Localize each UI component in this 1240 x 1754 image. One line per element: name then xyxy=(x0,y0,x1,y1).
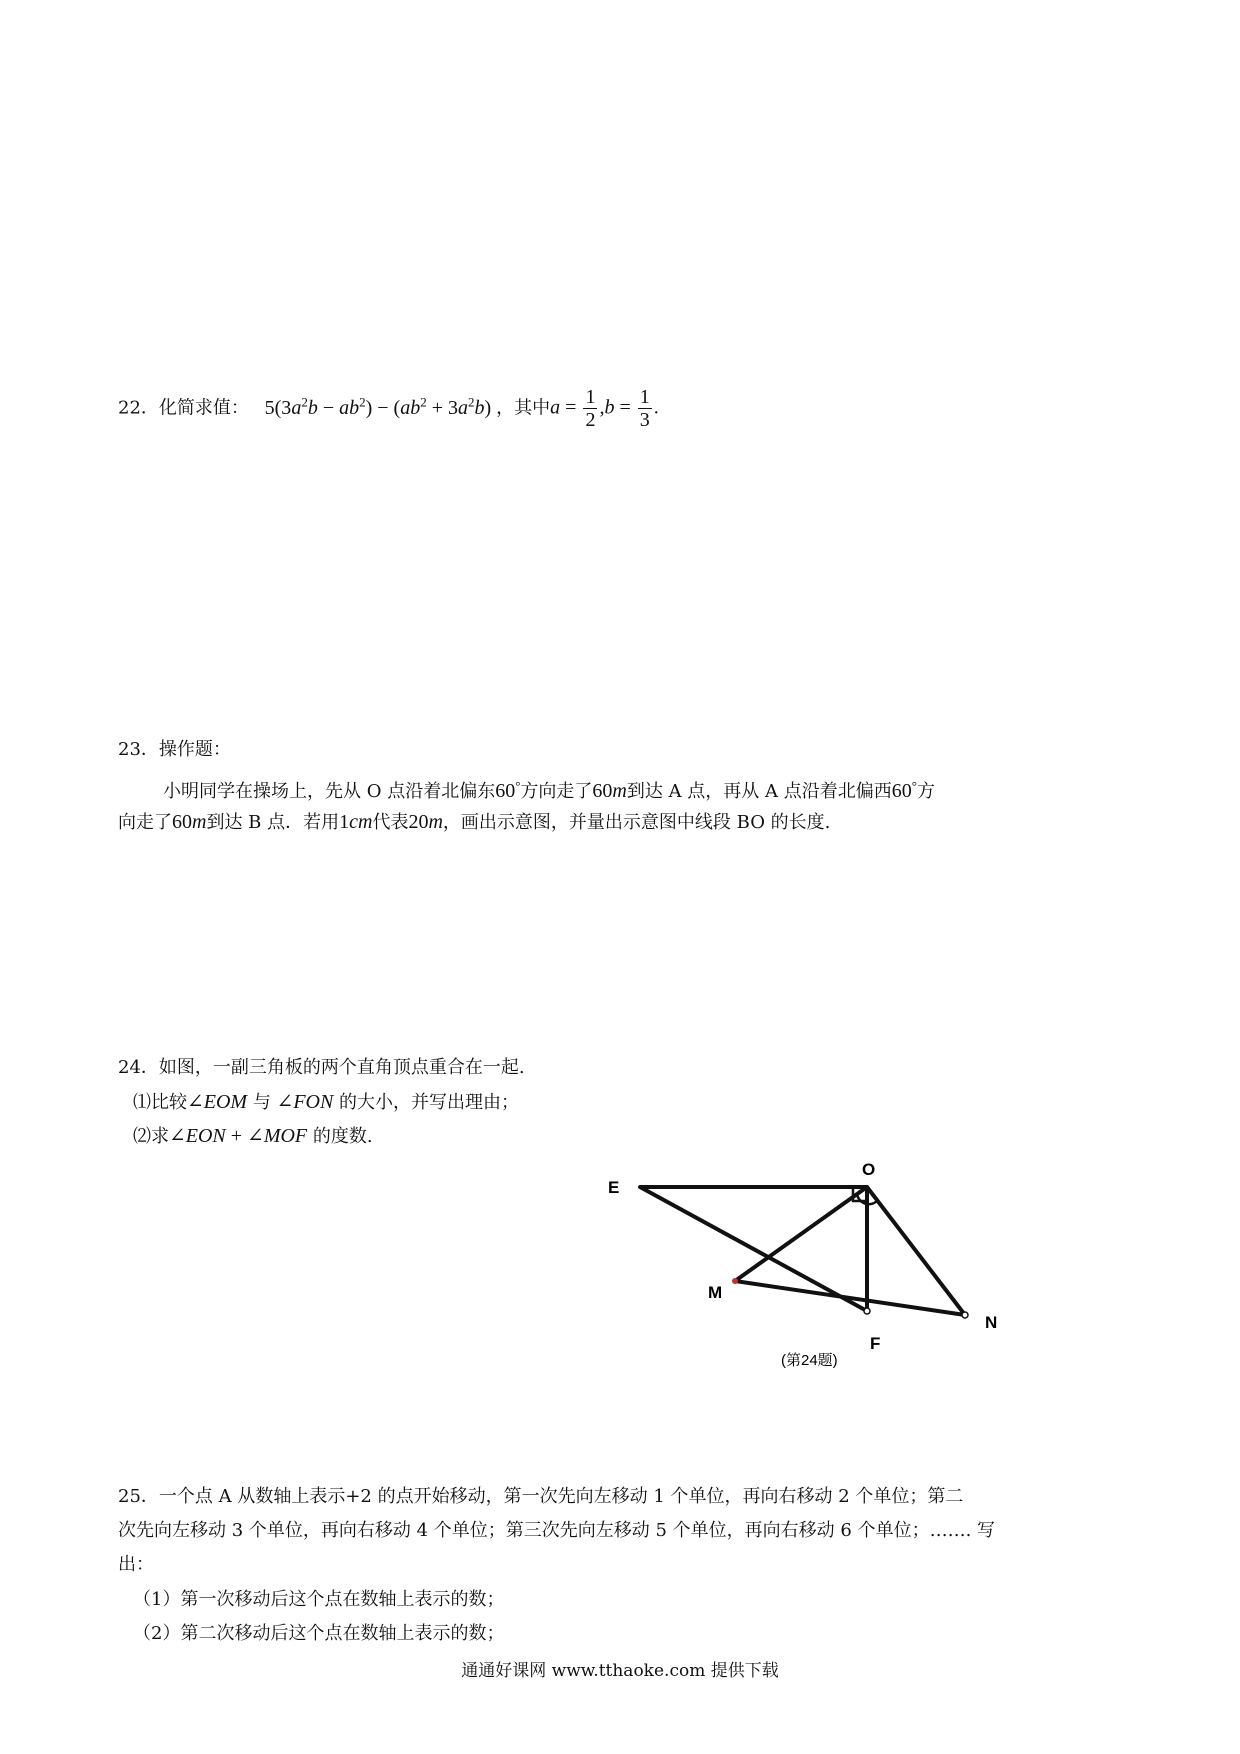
expression: $5(3a^2b - ab^2) - (ab^2 + 3a^2b)$ xyxy=(264,393,492,419)
question-23-heading: 23．操作题： xyxy=(118,739,231,760)
question-25-line-2: 次先向左移动 3 个单位，再向右移动 4 个单位；第三次先向左移动 5 个单位，再向右移动 6 个单位；……. 写 xyxy=(118,1520,996,1541)
set-square-mon xyxy=(735,1187,965,1315)
label-f: F xyxy=(870,1334,881,1353)
figure-caption: (第24题) xyxy=(781,1352,838,1369)
fraction-a: $\frac{1}{2}$ xyxy=(585,386,596,431)
question-25-line-3: 出： xyxy=(118,1554,154,1575)
question-number: 25 xyxy=(118,1486,141,1507)
fraction-b: $\frac{1}{3}$ xyxy=(639,386,650,431)
question-number: 24 xyxy=(118,1057,141,1078)
set-square-eof xyxy=(640,1187,867,1311)
question-label: 操作题： xyxy=(158,739,231,760)
label-n: N xyxy=(985,1313,998,1332)
page-footer: 通通好课网 www.tthaoke.com 提供下载 xyxy=(461,1661,779,1681)
question-25-sub-2: （2）第二次移动后这个点在数轴上表示的数； xyxy=(133,1623,505,1644)
question-23-line-1: 小明同学在操场上，先从 O 点沿着北偏东60°方向走了60m到达 A 点，再从 A 点沿着北偏西60°方 xyxy=(163,778,935,802)
label-o: O xyxy=(862,1160,876,1179)
question-25-sub-1: （1）第一次移动后这个点在数轴上表示的数； xyxy=(133,1589,505,1610)
question-24-part-1: ⑴比较∠EOM 与 ∠FON 的大小，并写出理由； xyxy=(133,1091,520,1113)
where-text: ，其中 xyxy=(496,397,551,419)
question-24-intro: 24．如图，一副三角板的两个直角顶点重合在一起. xyxy=(118,1057,525,1078)
var-a: a xyxy=(550,396,561,419)
question-24-part-2: ⑵求∠EON + ∠MOF 的度数. xyxy=(133,1125,373,1147)
question-label: 化简求值： xyxy=(158,397,249,419)
label-m: M xyxy=(708,1283,723,1302)
question-23-line-2: 向走了60m到达 B 点．若用1cm代表20m，画出示意图，并量出示意图中线段 BO 的长度. xyxy=(118,811,831,833)
label-e: E xyxy=(608,1178,620,1197)
question-number: 23 xyxy=(118,739,141,760)
question-25-line-1: 25．一个点 A 从数轴上表示+2 的点开始移动，第一次先向左移动 1 个单位，再向右移动 2 个单位；第二 xyxy=(118,1486,964,1507)
question-number: 22 xyxy=(118,397,141,419)
question-22: 22．化简求值： $5(3a^2b - ab^2) - (ab^2 + 3a^2b)$ ，其中a = $\frac{1}{2}$ ,b = $\frac{1}{3}$ . xyxy=(118,386,659,431)
var-b: b xyxy=(604,396,615,419)
